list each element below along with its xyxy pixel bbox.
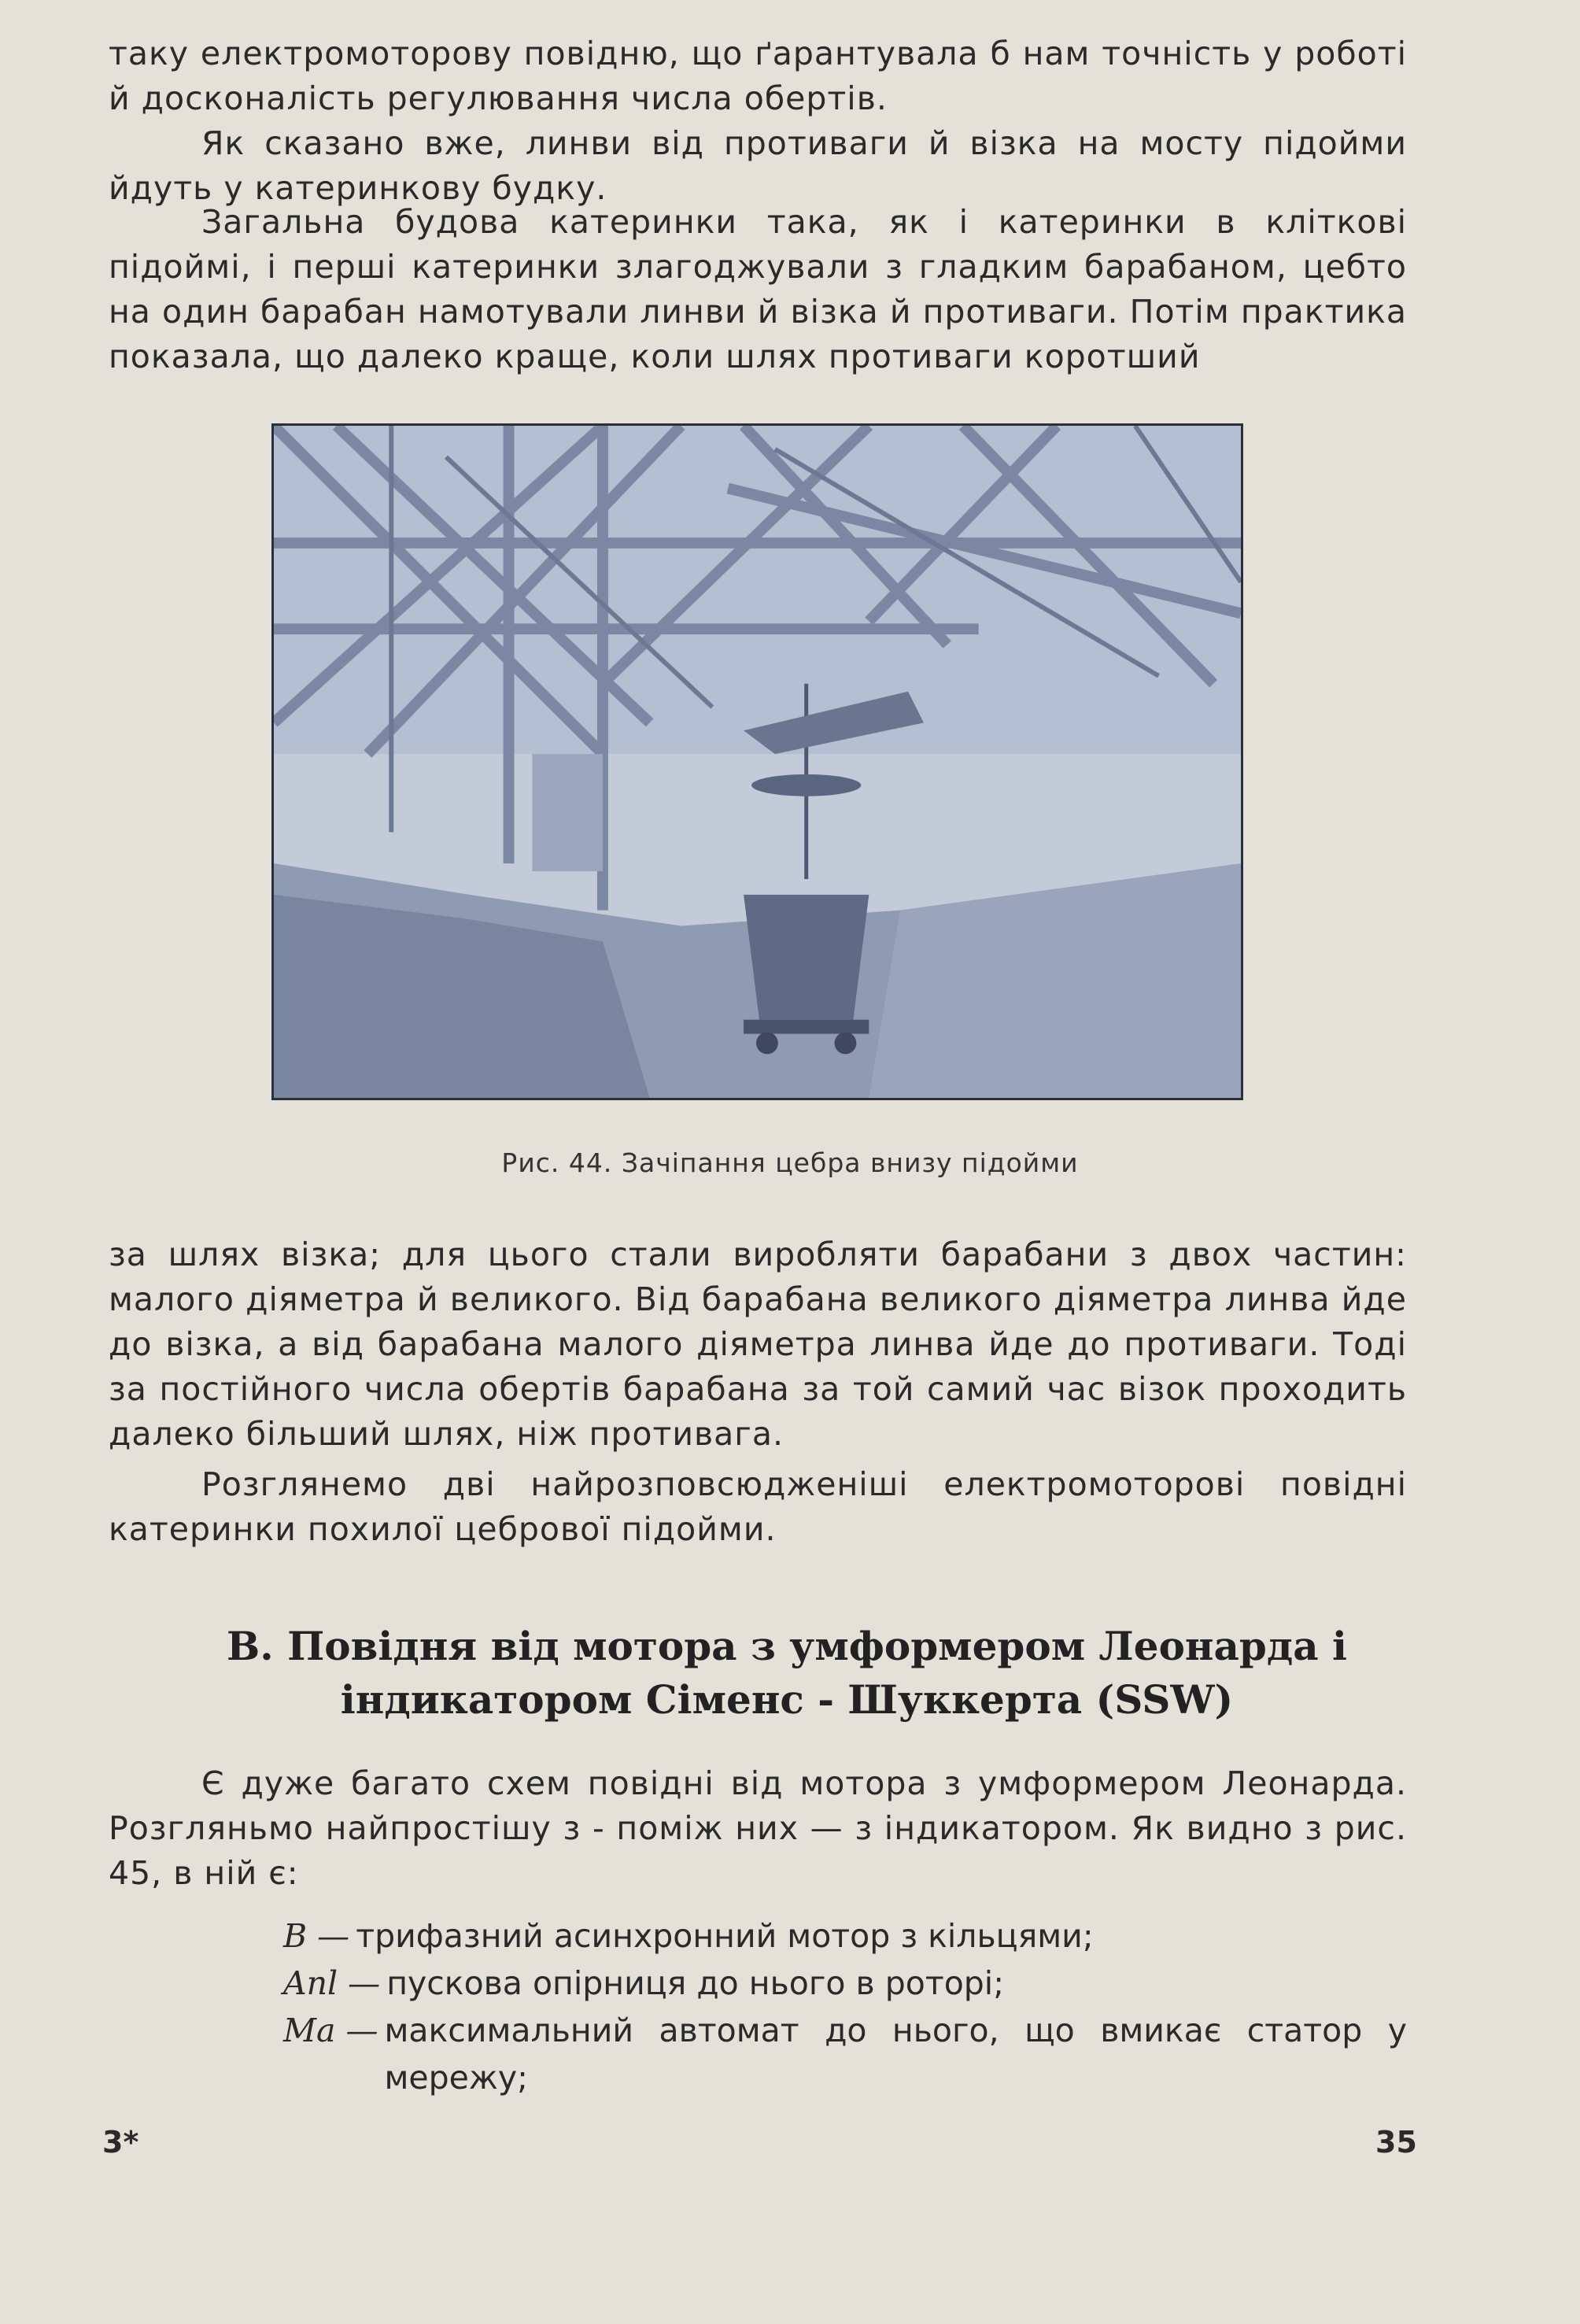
figure-caption: Рис. 44. Зачіпання цебра внизу підойми xyxy=(501,1147,1079,1178)
definition-text: максимальний автомат до нього, що вмикає статор у мережу; xyxy=(384,2012,1407,2097)
definition-text: трифазний асинхронний мотор з кільцями; xyxy=(356,1917,1094,1955)
definition-item xyxy=(283,1912,1407,1960)
figure-photo-44 xyxy=(271,423,1243,1100)
photo-bucket-hoist-icon xyxy=(274,426,1241,1098)
paragraph-schemes: Є дуже багато схем повідні від мотора з умформером Леонарда. Розгляньмо найпростішу з - поміж них — з індикатором. Як видно з рис. 45, в ній є: xyxy=(109,1764,1407,1892)
definition-symbol: Anl — xyxy=(283,1964,381,2002)
definition-symbol: B — xyxy=(283,1917,350,1955)
definitions-list xyxy=(283,1912,1407,2101)
paragraph-structure: Загальна будова катеринки така, як і катеринки в кліткові підоймі, і перші катеринки злагоджували з гладким барабаном, цебто на один барабан намотували линви й візка й противаги. Потім практика показала, що далеко краще, коли шлях противаги коротший xyxy=(109,203,1407,375)
paragraph-drives: Розглянемо дві найрозповсюдженіші електромоторові повідні катеринки похилої цебрової підойми. xyxy=(109,1465,1407,1548)
section-heading-line1: B. Повідня від мотора з умформером Леонарда і xyxy=(227,1623,1347,1669)
section-heading xyxy=(157,1620,1416,1727)
signature-mark: 3* xyxy=(102,2125,139,2160)
definition-item xyxy=(283,2007,1407,2101)
section-heading-line2: індикатором Сіменс - Шуккерта (SSW) xyxy=(340,1676,1234,1723)
definition-item xyxy=(283,1960,1407,2007)
page-number: 35 xyxy=(1375,2125,1417,2160)
definition-symbol: Ma — xyxy=(283,2012,378,2049)
paragraph-drums: за шлях візка; для цього стали виробляти барабани з двох частин: малого діяметра й великого. Від барабана великого діяметра линва йде до візка, а від барабана малого діяметра линва йде до противаги. Тоді за постійного числа обертів барабана за той самий час візок проходить далеко більший шлях, ніж противага. xyxy=(109,1236,1407,1453)
paragraph-lines: Як сказано вже, линви від противаги й візка на мосту підойми йдуть у катеринкову будку. xyxy=(109,124,1407,207)
paragraph-intro: таку електромоторову повідню, що ґарантувала б нам точність у роботі й досконалість регулювання числа обертів. xyxy=(109,35,1407,117)
definition-text: пускова опірниця до нього в роторі; xyxy=(386,1964,1005,2002)
